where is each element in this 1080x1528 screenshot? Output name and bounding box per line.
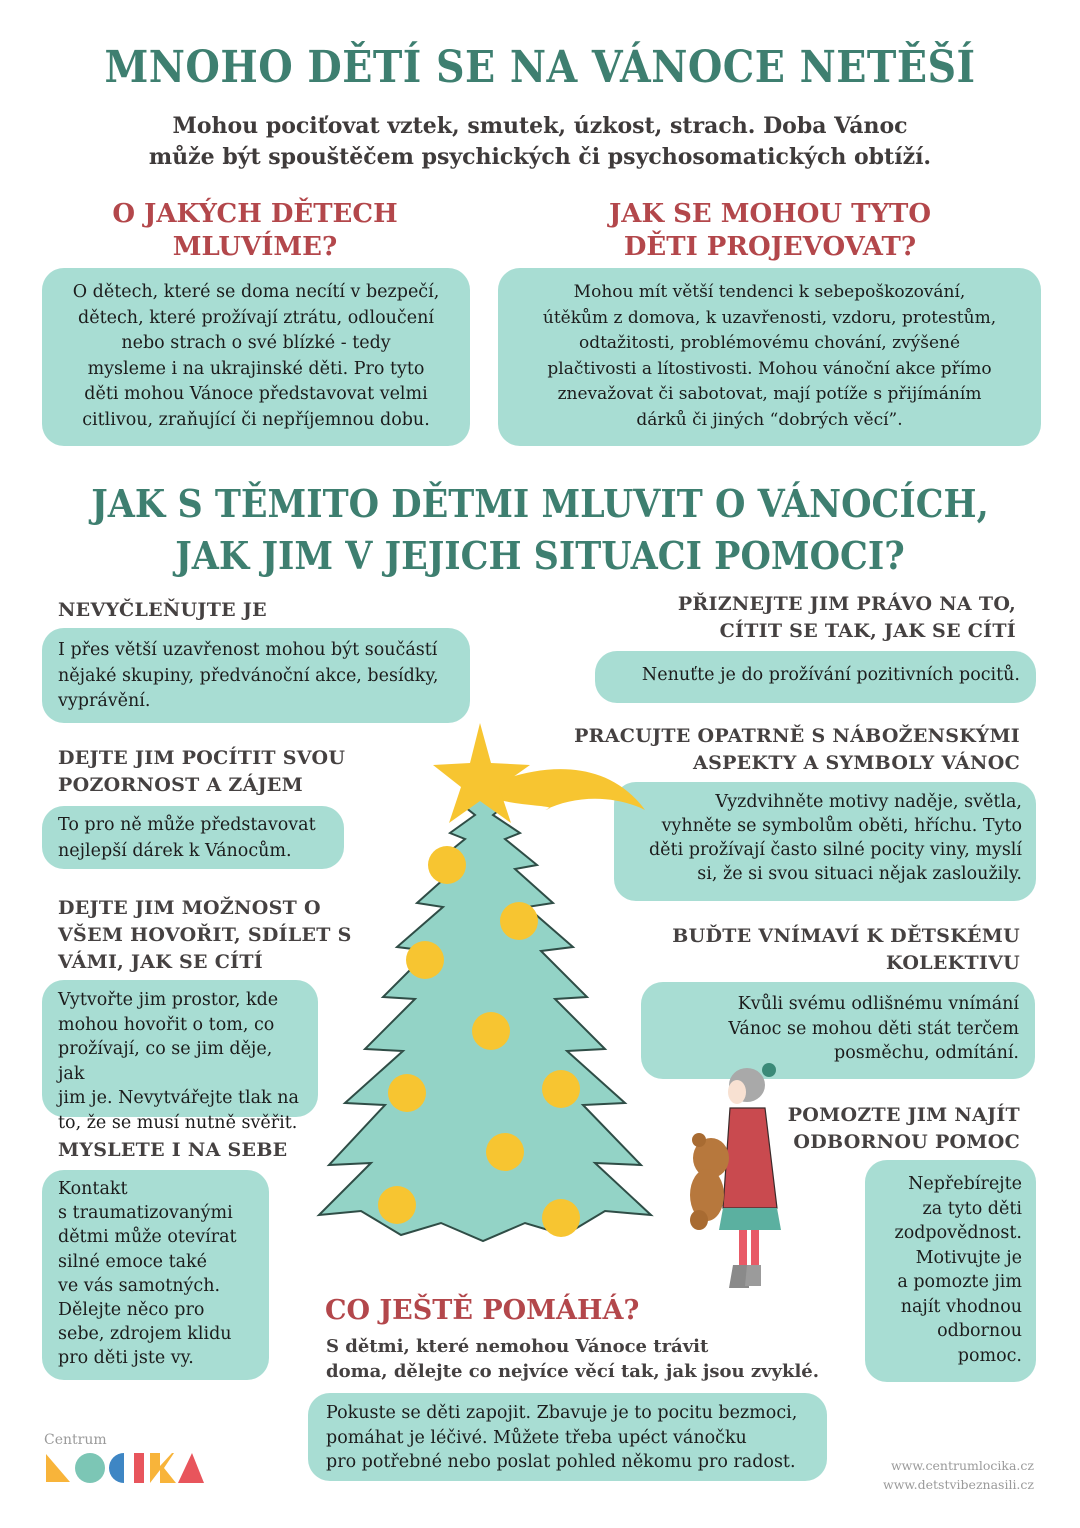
ornament-icon	[428, 846, 466, 884]
intro-right-box: Mohou mít větší tendenci k sebepoškozování, útěkům z domova, k uzavřenosti, vzdoru, protestům, odtažitosti, problémovému chování, zvýšené plačtivosti a lítostivosti. Mohou vánoční akce přímo znevažovat či sabotovat, mají potíže s přijímáním dárků či jiných “dobrých věcí”.	[498, 268, 1041, 446]
tip-heading-odborna-pomoc: POMOZTE JIM NAJÍT ODBORNOU POMOC	[787, 1104, 1020, 1153]
ornament-icon	[388, 1074, 426, 1112]
extra-intro: S dětmi, které nemohou Vánoce trávit doma, dělejte co nejvíce věcí tak, jak jsou zvyklé.	[326, 1336, 820, 1382]
ornament-icon	[486, 1133, 524, 1171]
page-title: MNOHO DĚTÍ SE NA VÁNOCE NETĚŠÍ	[104, 42, 976, 93]
tip-box-pozornost: To pro ně může představovat nejlepší dárek k Vánocům.	[42, 806, 344, 869]
tip-heading-nevyclenujte: NEVYČLEŇUJTE JE	[58, 599, 267, 621]
section-title: JAK S TĚMITO DĚTMI MLUVIT O VÁNOCÍCH, JAK JIM V JEJICH SITUACI POMOCI?	[91, 481, 989, 578]
tip-box-pravo: Nenuťte je do prožívání pozitivních pocitů.	[595, 651, 1036, 703]
intro-right-heading: JAK SE MOHOU TYTO DĚTI PROJEVOVAT?	[608, 199, 932, 262]
tip-box-sebe: Kontakt s traumatizovanými dětmi může otevírat silné emoce také ve vás samotných. Dělejte něco pro sebe, zdrojem klidu pro děti jste vy.	[42, 1170, 269, 1380]
link-detstvibeznasili[interactable]: www.detstvibeznasili.cz	[883, 1477, 1034, 1492]
tip-heading-pravo: PŘIZNEJTE JIM PRÁVO NA TO, CÍTIT SE TAK, JAK SE CÍTÍ	[677, 593, 1016, 642]
tip-heading-hovorit: DEJTE JIM MOŽNOST O VŠEM HOVOŘIT, SDÍLET S VÁMI, JAK SE CÍTÍ	[58, 897, 352, 973]
logo-caption: Centrum	[44, 1432, 107, 1448]
girl-with-teddy-illustration	[685, 1060, 790, 1295]
intro-left-box: O dětech, které se doma necítí v bezpečí, dětech, které prožívají ztrátu, odloučení nebo strach o své blízké - tedy mysleme i na ukrajinské děti. Pro tyto děti mohou Vánoce představovat velmi citlivou, zraňující či nepříjemnou dobu.	[42, 268, 470, 446]
ornament-icon	[378, 1186, 416, 1224]
tip-box-nabozenske: Vyzdvihněte motivy naděje, světla, vyhněte se symbolům oběti, hříchu. Tyto děti prožívají často silné pocity viny, myslí si, že si svou situaci nějak zasloužily.	[614, 782, 1036, 901]
tip-box-odborna-pomoc: Nepřebírejte za tyto děti zodpovědnost. Motivujte je a pomozte jim najít vhodnou odbornou pomoc.	[865, 1160, 1036, 1382]
locika-wordmark-icon	[44, 1448, 204, 1484]
pompom-icon	[762, 1063, 776, 1077]
page-subtitle: Mohou pociťovat vztek, smutek, úzkost, strach. Doba Vánoc může být spouštěčem psychických či psychosomatických obtíží.	[148, 113, 932, 170]
link-centrumlocika[interactable]: www.centrumlocika.cz	[890, 1458, 1034, 1473]
ornament-icon	[542, 1070, 580, 1108]
tip-heading-kolektiv: BUĎTE VNÍMAVÍ K DĚTSKÉMU KOLEKTIVU	[672, 925, 1020, 974]
extra-box: Pokuste se děti zapojit. Zbavuje je to pocitu bezmoci, pomáhat je léčivé. Můžete třeba upéct vánočku pro potřebné nebo poslat pohled někomu pro radost.	[308, 1393, 827, 1481]
christmas-tree-illustration	[315, 715, 655, 1260]
footer-links	[883, 1456, 1034, 1494]
ornament-icon	[500, 902, 538, 940]
ornament-icon	[542, 1199, 580, 1237]
tip-box-hovorit: Vytvořte jim prostor, kde mohou hovořit o tom, co prožívají, co se jim děje, jak jim je. Nevytvářejte tlak na to, že se musí nutně svěřit.	[42, 980, 318, 1117]
intro-left-heading: O JAKÝCH DĚTECH MLUVÍME?	[112, 199, 398, 262]
ornament-icon	[406, 941, 444, 979]
tip-box-nevyclenujte: I přes větší uzavřenost mohou být součástí nějaké skupiny, předvánoční akce, besídky, vyprávění.	[42, 628, 470, 723]
tip-heading-pozornost: DEJTE JIM POCÍTIT SVOU POZORNOST A ZÁJEM	[58, 747, 346, 796]
ornament-icon	[472, 1012, 510, 1050]
tip-heading-sebe: MYSLETE I NA SEBE	[58, 1139, 288, 1161]
extra-heading: CO JEŠTĚ POMÁHÁ?	[325, 1295, 640, 1326]
tip-box-kolektiv: Kvůli svému odlišnému vnímání Vánoc se mohou děti stát terčem posměchu, odmítání.	[641, 982, 1035, 1079]
tip-heading-nabozenske: PRACUJTE OPATRNĚ S NÁBOŽENSKÝMI ASPEKTY A SYMBOLY VÁNOC	[574, 725, 1020, 774]
centrum-locika-logo[interactable]	[44, 1432, 204, 1492]
